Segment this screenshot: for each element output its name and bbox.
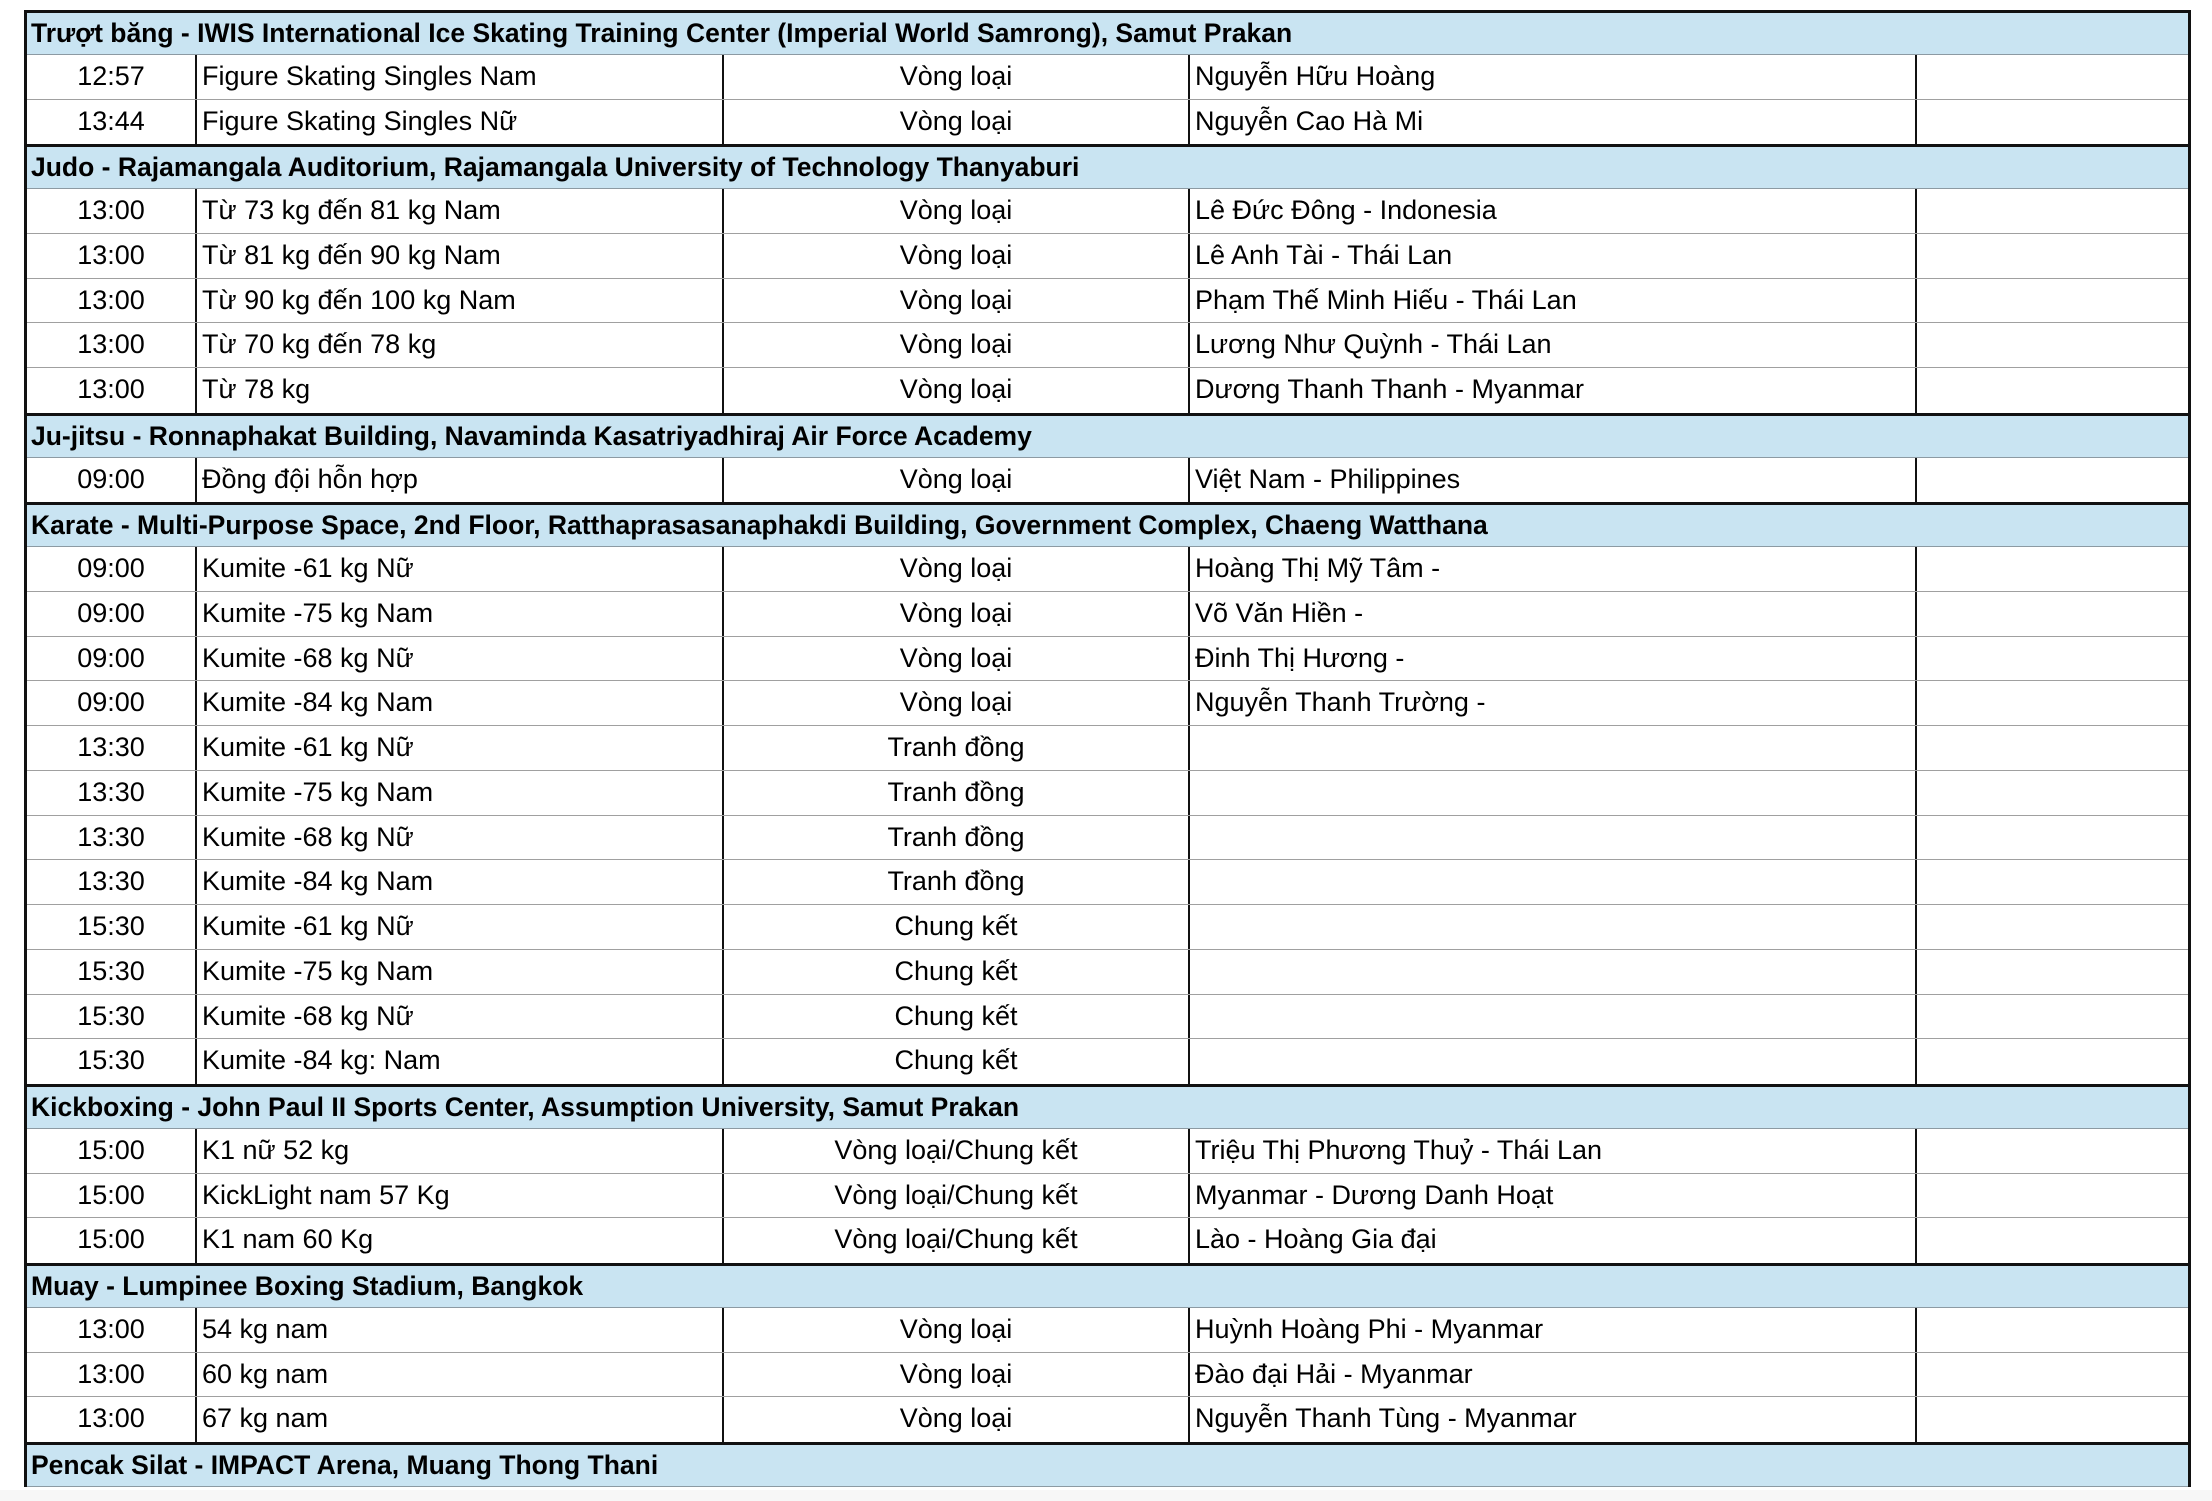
athlete-cell[interactable]: Myanmar - Dương Danh Hoạt: [1190, 1174, 1917, 1218]
time-cell[interactable]: 15:00: [27, 1174, 197, 1218]
round-cell[interactable]: Vòng loại: [724, 1308, 1190, 1352]
event-cell[interactable]: Figure Skating Singles Nữ: [197, 100, 724, 145]
table-row[interactable]: [27, 279, 2188, 324]
athlete-cell[interactable]: [1190, 905, 1917, 949]
round-cell[interactable]: Tranh đồng: [724, 816, 1190, 860]
round-cell[interactable]: Vòng loại: [724, 547, 1190, 591]
athlete-cell[interactable]: [1190, 860, 1917, 904]
round-cell[interactable]: Chung kết: [724, 905, 1190, 949]
round-cell[interactable]: Vòng loại/Chung kết: [724, 1174, 1190, 1218]
event-cell[interactable]: Từ 73 kg đến 81 kg Nam: [197, 189, 724, 233]
athlete-cell[interactable]: Lương Như Quỳnh - Thái Lan: [1190, 323, 1917, 367]
round-cell[interactable]: Vòng loại: [724, 234, 1190, 278]
table-row[interactable]: [27, 1218, 2188, 1263]
time-cell[interactable]: 15:30: [27, 950, 197, 994]
event-cell[interactable]: 67 kg nam: [197, 1397, 724, 1442]
table-row[interactable]: [27, 189, 2188, 234]
round-cell[interactable]: Vòng loại: [724, 368, 1190, 413]
extra-cell[interactable]: [1917, 1039, 2188, 1084]
event-cell[interactable]: Kumite -61 kg Nữ: [197, 905, 724, 949]
event-cell[interactable]: Kumite -68 kg Nữ: [197, 995, 724, 1039]
time-cell[interactable]: 13:00: [27, 1397, 197, 1442]
table-row[interactable]: [27, 995, 2188, 1040]
round-cell[interactable]: Vòng loại: [724, 1353, 1190, 1397]
athlete-cell[interactable]: Dương Thanh Thanh - Myanmar: [1190, 368, 1917, 413]
time-cell[interactable]: 13:00: [27, 234, 197, 278]
event-cell[interactable]: Từ 78 kg: [197, 368, 724, 413]
extra-cell[interactable]: [1917, 234, 2188, 278]
athlete-cell[interactable]: Lê Đức Đông - Indonesia: [1190, 189, 1917, 233]
athlete-cell[interactable]: Võ Văn Hiền -: [1190, 592, 1917, 636]
table-row[interactable]: [27, 1174, 2188, 1219]
round-cell[interactable]: Vòng loại/Chung kết: [724, 1218, 1190, 1263]
round-cell[interactable]: Vòng loại: [724, 681, 1190, 725]
time-cell[interactable]: 13:00: [27, 189, 197, 233]
section-title: Muay - Lumpinee Boxing Stadium, Bangkok: [31, 1271, 584, 1301]
event-cell[interactable]: Kumite -75 kg Nam: [197, 592, 724, 636]
time-cell[interactable]: 13:00: [27, 368, 197, 413]
round-cell[interactable]: Chung kết: [724, 995, 1190, 1039]
extra-cell[interactable]: [1917, 279, 2188, 323]
table-row[interactable]: [27, 726, 2188, 771]
section-header[interactable]: [27, 1263, 2188, 1308]
table-row[interactable]: [27, 1397, 2188, 1442]
athlete-cell[interactable]: Đào đại Hải - Myanmar: [1190, 1353, 1917, 1397]
athlete-cell[interactable]: Phạm Thế Minh Hiếu - Thái Lan: [1190, 279, 1917, 323]
athlete-cell[interactable]: Lê Anh Tài - Thái Lan: [1190, 234, 1917, 278]
section-title: Karate - Multi-Purpose Space, 2nd Floor, Ratthaprasasanaphakdi Building, Government Complex, Chaeng Watthana: [31, 510, 1488, 541]
athlete-cell[interactable]: Đinh Thị Hương -: [1190, 637, 1917, 681]
round-cell[interactable]: Vòng loại: [724, 189, 1190, 233]
time-cell[interactable]: 13:00: [27, 1308, 197, 1352]
round-cell[interactable]: Vòng loại: [724, 592, 1190, 636]
section-title: Pencak Silat - IMPACT Arena, Muang Thong Thani: [31, 1450, 659, 1480]
event-cell[interactable]: Kumite -68 kg Nữ: [197, 637, 724, 681]
athlete-cell[interactable]: Huỳnh Hoàng Phi - Myanmar: [1190, 1308, 1917, 1352]
extra-cell[interactable]: [1917, 55, 2188, 99]
section-title: Ju-jitsu - Ronnaphakat Building, Navaminda Kasatriyadhiraj Air Force Academy: [31, 420, 1032, 451]
event-cell[interactable]: Kumite -61 kg Nữ: [197, 726, 724, 770]
extra-cell[interactable]: [1917, 189, 2188, 233]
round-cell[interactable]: Vòng loại: [724, 458, 1190, 503]
event-cell[interactable]: Đồng đội hỗn hợp: [197, 458, 724, 503]
athlete-cell[interactable]: Việt Nam - Philippines: [1190, 458, 1917, 503]
extra-cell[interactable]: [1917, 1218, 2188, 1263]
time-cell[interactable]: 15:30: [27, 995, 197, 1039]
table-row[interactable]: [27, 816, 2188, 861]
athlete-cell[interactable]: Hoàng Thị Mỹ Tâm -: [1190, 547, 1917, 591]
section-title: Judo - Rajamangala Auditorium, Rajamangala University of Technology Thanyaburi: [31, 152, 1080, 183]
extra-cell[interactable]: [1917, 100, 2188, 145]
extra-cell[interactable]: [1917, 1308, 2188, 1352]
time-cell[interactable]: 13:00: [27, 1353, 197, 1397]
athlete-cell[interactable]: Nguyễn Cao Hà Mi: [1190, 100, 1917, 145]
extra-cell[interactable]: [1917, 726, 2188, 770]
event-cell[interactable]: Kumite -84 kg Nam: [197, 860, 724, 904]
extra-cell[interactable]: [1917, 592, 2188, 636]
page-bottom: [0, 1490, 2212, 1501]
extra-cell[interactable]: [1917, 681, 2188, 725]
event-cell[interactable]: Kumite -84 kg: Nam: [197, 1039, 724, 1084]
event-cell[interactable]: Figure Skating Singles Nam: [197, 55, 724, 99]
time-cell[interactable]: 15:00: [27, 1129, 197, 1173]
table-row[interactable]: [27, 458, 2188, 503]
event-cell[interactable]: Kumite -68 kg Nữ: [197, 816, 724, 860]
event-cell[interactable]: Từ 90 kg đến 100 kg Nam: [197, 279, 724, 323]
extra-cell[interactable]: [1917, 995, 2188, 1039]
event-cell[interactable]: Kumite -75 kg Nam: [197, 771, 724, 815]
round-cell[interactable]: Vòng loại: [724, 323, 1190, 367]
table-row[interactable]: [27, 905, 2188, 950]
event-cell[interactable]: 54 kg nam: [197, 1308, 724, 1352]
athlete-cell[interactable]: Nguyễn Thanh Tùng - Myanmar: [1190, 1397, 1917, 1442]
schedule-table: [24, 10, 2191, 1487]
time-cell[interactable]: 13:44: [27, 100, 197, 145]
extra-cell[interactable]: [1917, 950, 2188, 994]
round-cell[interactable]: Chung kết: [724, 1039, 1190, 1084]
athlete-cell[interactable]: [1190, 816, 1917, 860]
extra-cell[interactable]: [1917, 1174, 2188, 1218]
event-cell[interactable]: K1 nam 60 Kg: [197, 1218, 724, 1263]
extra-cell[interactable]: [1917, 547, 2188, 591]
round-cell[interactable]: Chung kết: [724, 950, 1190, 994]
round-cell[interactable]: Vòng loại: [724, 1397, 1190, 1442]
time-cell[interactable]: 12:57: [27, 55, 197, 99]
event-cell[interactable]: Từ 81 kg đến 90 kg Nam: [197, 234, 724, 278]
time-cell[interactable]: 09:00: [27, 547, 197, 591]
time-cell[interactable]: 13:00: [27, 279, 197, 323]
extra-cell[interactable]: [1917, 1397, 2188, 1442]
athlete-cell[interactable]: [1190, 950, 1917, 994]
extra-cell[interactable]: [1917, 368, 2188, 413]
table-row[interactable]: [27, 681, 2188, 726]
event-cell[interactable]: K1 nữ 52 kg: [197, 1129, 724, 1173]
extra-cell[interactable]: [1917, 1353, 2188, 1397]
table-row[interactable]: [27, 860, 2188, 905]
round-cell[interactable]: Vòng loại: [724, 100, 1190, 145]
athlete-cell[interactable]: [1190, 726, 1917, 770]
time-cell[interactable]: 09:00: [27, 592, 197, 636]
event-cell[interactable]: 60 kg nam: [197, 1353, 724, 1397]
time-cell[interactable]: 13:00: [27, 323, 197, 367]
table-row[interactable]: [27, 547, 2188, 592]
time-cell[interactable]: 15:30: [27, 1039, 197, 1084]
extra-cell[interactable]: [1917, 771, 2188, 815]
time-cell[interactable]: 13:30: [27, 816, 197, 860]
time-cell[interactable]: 13:30: [27, 726, 197, 770]
section-header[interactable]: [27, 1084, 2188, 1129]
event-cell[interactable]: KickLight nam 57 Kg: [197, 1174, 724, 1218]
athlete-cell[interactable]: Lào - Hoàng Gia đại: [1190, 1218, 1917, 1263]
section-header[interactable]: [27, 10, 2188, 55]
section-header[interactable]: [27, 413, 2188, 458]
round-cell[interactable]: Tranh đồng: [724, 726, 1190, 770]
time-cell[interactable]: 09:00: [27, 637, 197, 681]
round-cell[interactable]: Tranh đồng: [724, 860, 1190, 904]
table-row[interactable]: [27, 1353, 2188, 1398]
event-cell[interactable]: Kumite -84 kg Nam: [197, 681, 724, 725]
table-row[interactable]: [27, 55, 2188, 100]
event-cell[interactable]: Kumite -75 kg Nam: [197, 950, 724, 994]
table-row[interactable]: [27, 100, 2188, 145]
extra-cell[interactable]: [1917, 860, 2188, 904]
time-cell[interactable]: 09:00: [27, 458, 197, 503]
extra-cell[interactable]: [1917, 323, 2188, 367]
table-row[interactable]: [27, 1129, 2188, 1174]
time-cell[interactable]: 15:30: [27, 905, 197, 949]
section-header[interactable]: [27, 144, 2188, 189]
athlete-cell[interactable]: Nguyễn Hữu Hoàng: [1190, 55, 1917, 99]
table-row[interactable]: [27, 637, 2188, 682]
extra-cell[interactable]: [1917, 816, 2188, 860]
table-row[interactable]: [27, 950, 2188, 995]
extra-cell[interactable]: [1917, 637, 2188, 681]
event-cell[interactable]: Từ 70 kg đến 78 kg: [197, 323, 724, 367]
athlete-cell[interactable]: Nguyễn Thanh Trường -: [1190, 681, 1917, 725]
table-row[interactable]: [27, 1308, 2188, 1353]
section-title: Kickboxing - John Paul II Sports Center, Assumption University, Samut Prakan: [31, 1092, 1020, 1122]
section-title: Trượt băng - IWIS International Ice Skating Training Center (Imperial World Samrong), Samut Prakan: [31, 18, 1293, 48]
event-cell[interactable]: Kumite -61 kg Nữ: [197, 547, 724, 591]
extra-cell[interactable]: [1917, 1129, 2188, 1173]
section-header[interactable]: [27, 1442, 2188, 1487]
section-header[interactable]: [27, 502, 2188, 547]
round-cell[interactable]: Vòng loại: [724, 279, 1190, 323]
table-row[interactable]: [27, 368, 2188, 413]
round-cell[interactable]: Vòng loại: [724, 55, 1190, 99]
table-row[interactable]: [27, 323, 2188, 368]
time-cell[interactable]: 13:30: [27, 771, 197, 815]
table-row[interactable]: [27, 1039, 2188, 1084]
athlete-cell[interactable]: [1190, 995, 1917, 1039]
extra-cell[interactable]: [1917, 458, 2188, 503]
table-row[interactable]: [27, 234, 2188, 279]
time-cell[interactable]: 09:00: [27, 681, 197, 725]
extra-cell[interactable]: [1917, 905, 2188, 949]
round-cell[interactable]: Vòng loại: [724, 637, 1190, 681]
round-cell[interactable]: Tranh đồng: [724, 771, 1190, 815]
athlete-cell[interactable]: [1190, 771, 1917, 815]
athlete-cell[interactable]: [1190, 1039, 1917, 1084]
time-cell[interactable]: 13:30: [27, 860, 197, 904]
table-row[interactable]: [27, 592, 2188, 637]
round-cell[interactable]: Vòng loại/Chung kết: [724, 1129, 1190, 1173]
athlete-cell[interactable]: Triệu Thị Phương Thuỷ - Thái Lan: [1190, 1129, 1917, 1173]
time-cell[interactable]: 15:00: [27, 1218, 197, 1263]
table-row[interactable]: [27, 771, 2188, 816]
